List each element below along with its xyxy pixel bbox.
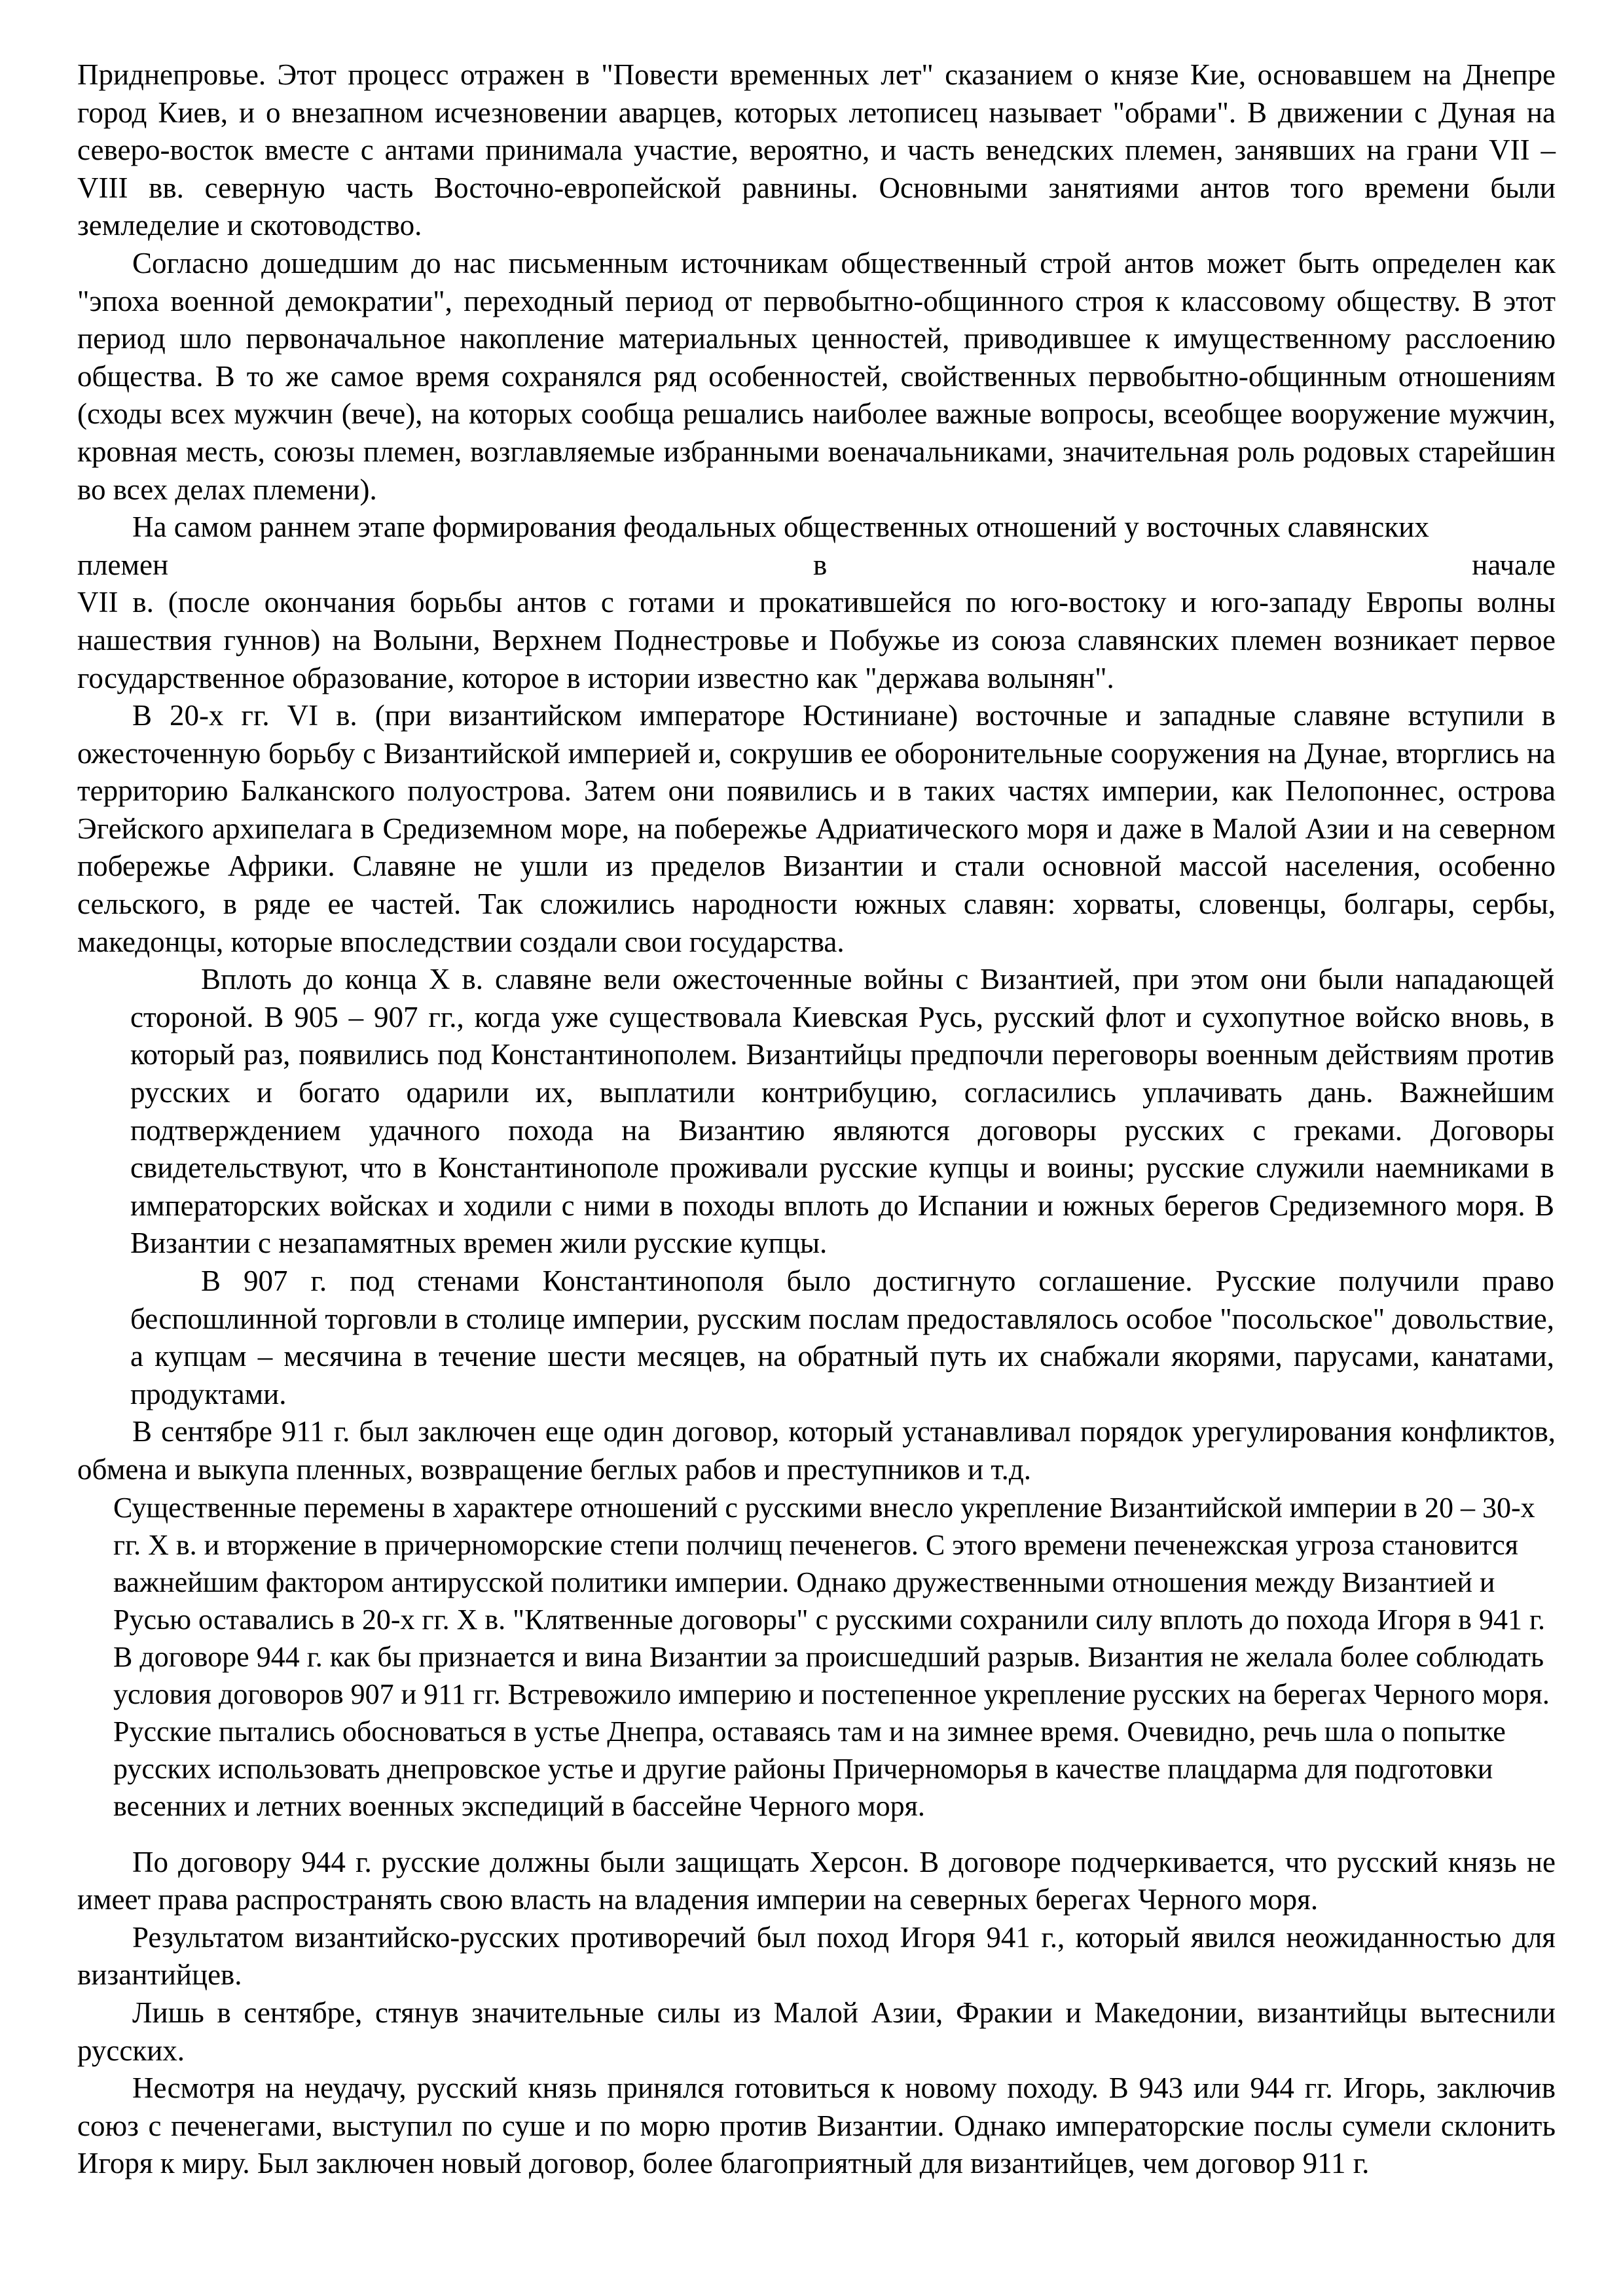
paragraph-september-expulsion: Лишь в сентябре, стянув значительные силы из Малой Азии, Фракии и Македонии, византийцы вытеснили русских.	[77, 1996, 1556, 2067]
split-word-tribes: племен	[77, 548, 169, 581]
split-word-in: в	[813, 548, 828, 581]
paragraph-changes-in-relations: Существенные перемены в характере отношений с русскими внесло укрепление Византийской империи в 20 – 30-х гг. X в. и вторжение в причерноморские степи полчищ печенегов. С этого времени печенежская угроза становится важнейшим фактором антирусской политики империи. Однако дружественными отношения между Византией и Русью оставались в 20-х гг. X в. "Клятвенные договоры" с русскими сохранили силу вплоть до похода Игоря в 941 г. В договоре 944 г. как бы признается и вина Византии за происшедший разрыв. Византия не желала более соблюдать условия договоров 907 и 911 гг. Встревожило империю и постепенное укрепление русских на берегах Черного моря. Русские пытались обосноваться в устье Днепра, оставаясь там и на зимнее время. Очевидно, речь шла о попытке русских использовать днепровское устье и другие районы Причерноморья в качестве плацдарма для подготовки весенних и летних военных экспедиций в бассейне Черного моря.	[113, 1491, 1550, 1822]
paragraph-wars-with-byzantium: Вплоть до конца X в. славяне вели ожесточенные войны с Византией, при этом они были нападающей стороной. В 905 – 907 гг., когда уже существовала Киевская Русь, русский флот и сухопутное войско вновь, в который раз, появились под Константинополем. Византийцы предпочли переговоры военным действиям против русских и богато одарили их, выплатили контрибуцию, согласились уплачивать дань. Важнейшим подтверждением удачного похода на Византию являются договоры русских с греками. Договоры свидетельствуют, что в Константинополе проживали русские купцы и воины; русские служили наемниками в императорских войсках и ходили с ними в походы вплоть до Испании и южных берегов Средиземного моря. В Византии с незапамятных времен жили русские купцы.	[130, 963, 1554, 1260]
paragraph-treaty-907: В 907 г. под стенами Константинополя было достигнуто соглашение. Русские получили право беспошлинной торговли в столице империи, русским послам предоставлялось особое "посольское" довольствие, а купцам – месячина в течение шести месяцев, на обратный путь их снабжали якорями, парусами, канатами, продуктами.	[130, 1265, 1554, 1410]
paragraph-volynian-state: VII в. (после окончания борьбы антов с готами и прокатившейся по юго-востоку и юго-западу Европы волны нашествия гуннов) на Волыни, Верхнем Поднестровье и Побужье из союза славянских племен возникает первое государственное образование, которое в истории известно как "держава волынян".	[77, 586, 1556, 694]
paragraph-new-campaign: Несмотря на неудачу, русский князь принялся готовиться к новому походу. В 943 или 944 гг. Игорь, заключив союз с печенегами, выступил по суше и по морю против Византии. Однако императорские послы сумели склонить Игоря к миру. Был заключен новый договор, более благоприятный для византийцев, чем договор 911 г.	[77, 2072, 1556, 2180]
paragraph-treaty-911: В сентябре 911 г. был заключен еще один договор, который устанавливал порядок урегулирования конфликтов, обмена и выкупа пленных, возвращение беглых рабов и преступников и т.д.	[77, 1415, 1556, 1486]
paragraph-dnieper-region: Приднепровье. Этот процесс отражен в "Повести временных лет" сказанием о князе Кие, основавшем на Днепре город Киев, и о внезапном исчезновении аварцев, которых летописец называет "обрами". В движении с Дуная на северо-восток вместе с антами принимала участие, вероятно, и часть венедских племен, занявших на грани VII – VIII вв. северную часть Восточно-европейской равнины. Основными занятиями антов того времени были земледелие и скотоводство.	[77, 58, 1556, 242]
paragraph-byzantine-struggle: В 20-х гг. VI в. (при византийском императоре Юстиниане) восточные и западные славяне вступили в ожесточенную борьбу с Византийской империей и, сокрушив ее оборонительные сооружения на Дунае, вторглись на территорию Балканского полуострова. Затем они появились и в таких частях империи, как Пелопоннес, острова Эгейского архипелага в Средиземном море, на побережье Адриатического моря и даже в Малой Азии и на северном побережье Африки. Славяне не ушли из пределов Византии и стали основной массой населения, особенно сельского, в ряде ее частей. Так сложились народности южных славян: хорваты, словенцы, болгары, сербы, македонцы, которые впоследствии создали свои государства.	[77, 699, 1556, 958]
justified-split-line	[77, 547, 1556, 584]
paragraph-treaty-944: По договору 944 г. русские должны были защищать Херсон. В договоре подчеркивается, что русский князь не имеет права распространять свою власть на владения империи на северных берегах Черного моря.	[77, 1845, 1556, 1916]
paragraph-military-democracy: Согласно дошедшим до нас письменным источникам общественный строй антов может быть определен как "эпоха военной демократии", переходный период от первобытно-общинного строя к классовому обществу. В этот период шло первоначальное накопление материальных ценностей, приводившее к имущественному расслоению общества. В то же самое время сохранялся ряд особенностей, свойственных первобытно-общинным отношениям (сходы всех мужчин (вече), на которых сообща решались наиболее важные вопросы, всеобщее вооружение мужчин, кровная месть, союзы племен, возглавляемые избранными военачальниками, значительная роль родовых старейшин во всех делах племени).	[77, 246, 1556, 506]
paragraph-igor-campaign-941: Результатом византийско-русских противоречий был поход Игоря 941 г., который явился неожиданностью для византийцев.	[77, 1920, 1556, 1992]
document-page	[77, 56, 1556, 2183]
paragraph-feudal-relations: На самом раннем этапе формирования феодальных общественных отношений у восточных славянских	[132, 511, 1429, 544]
split-word-beginning: начале	[1472, 548, 1556, 581]
